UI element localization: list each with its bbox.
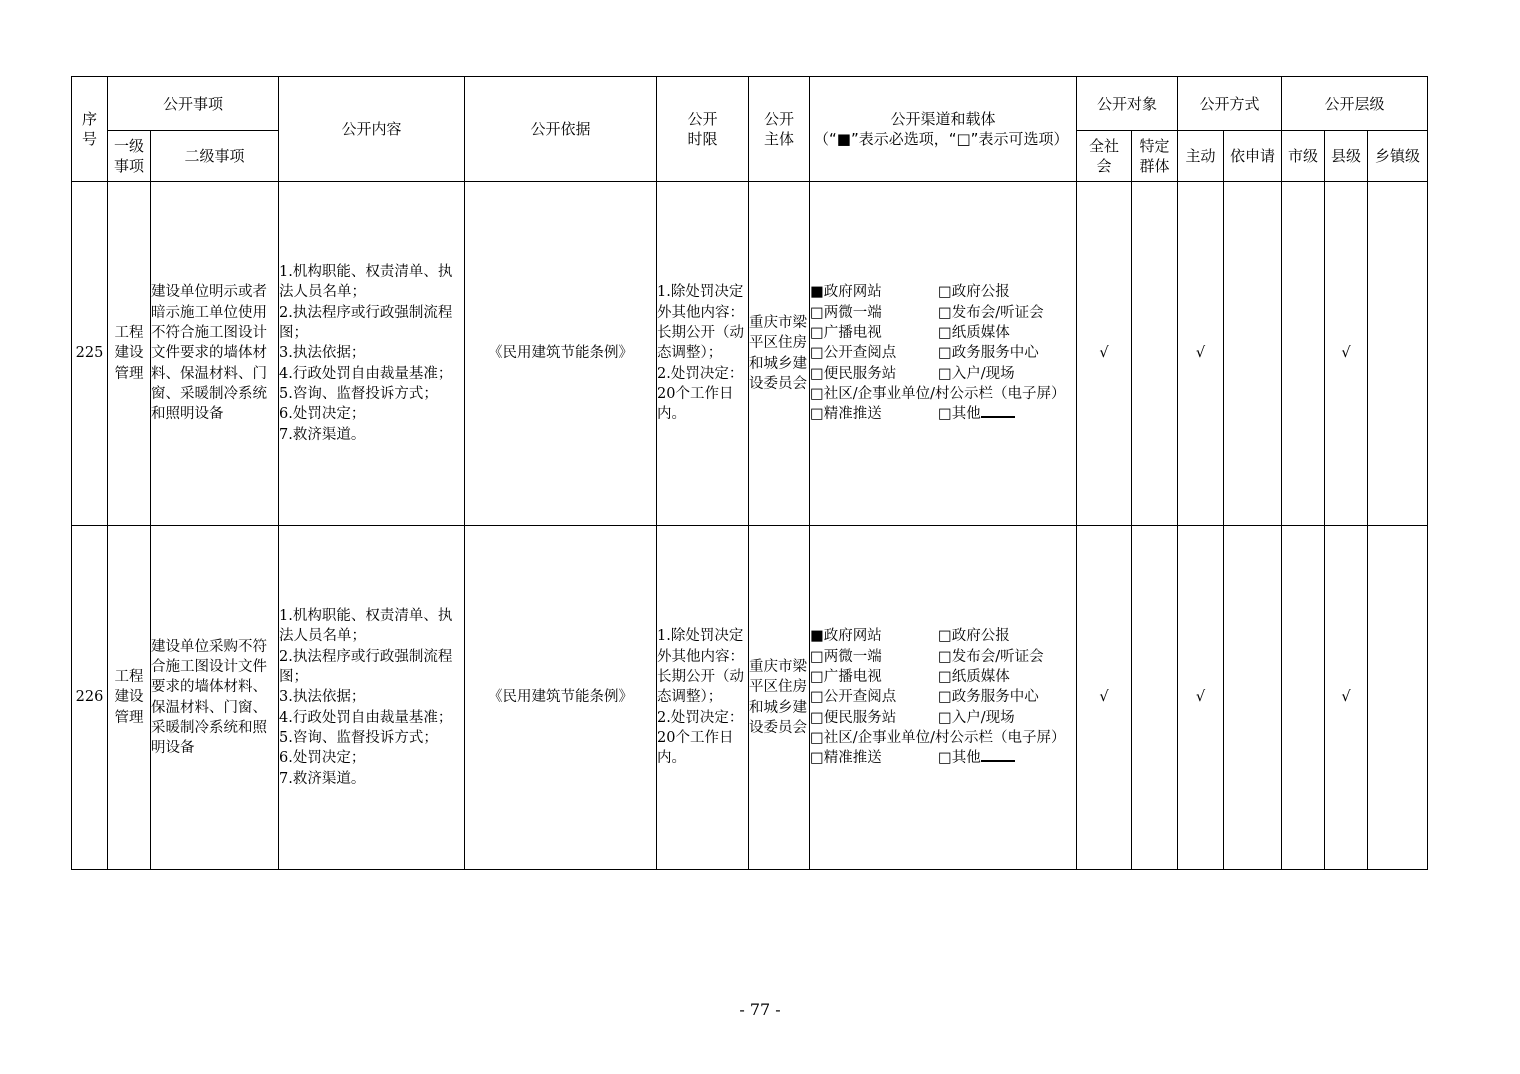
channel-item: □政务服务中心 — [938, 345, 1039, 362]
channel-item: □发布会/听证会 — [938, 304, 1044, 321]
row-content: 1.机构职能、权责清单、执法人员名单； 2.执法程序或行政强制流程图； 3.执法依据； 4.行政处罚自由裁量基准； 5.咨询、监督投诉方式； 6.处罚决定； 7.救济渠道。 — [279, 182, 465, 526]
row-target-all: √ — [1077, 182, 1132, 526]
channel-item: □广播电视 — [810, 325, 882, 342]
header-channels — [810, 77, 1077, 182]
channel-item: □社区/企事业单位/村公示栏（电子屏） — [810, 729, 1066, 746]
channel-item: □两微一端 — [810, 304, 882, 321]
channel-other-label: □其他 — [938, 750, 981, 767]
row-level-town — [1368, 526, 1428, 870]
disclosure-table — [71, 76, 1428, 870]
row-method-active: √ — [1178, 526, 1224, 870]
channel-item: □政府公报 — [938, 284, 1010, 301]
header-level1: 一级 事项 — [108, 131, 151, 182]
channel-item: □精准推送 — [810, 406, 882, 423]
channel-item: □社区/企事业单位/村公示栏（电子屏） — [810, 385, 1066, 402]
row-level2: 建设单位明示或者暗示施工单位使用不符合施工图设计文件要求的墙体材料、保温材料、门窗、采暖制冷系统和照明设备 — [151, 182, 279, 526]
channel-item: ■政府网站 — [810, 284, 882, 301]
channel-item: □公开查阅点 — [810, 345, 897, 362]
header-target: 公开对象 — [1077, 77, 1178, 131]
row-channels — [810, 526, 1077, 870]
table-row — [72, 526, 1428, 870]
row-level-county: √ — [1325, 526, 1368, 870]
table-row — [72, 182, 1428, 526]
channel-item: □便民服务站 — [810, 709, 897, 726]
header-level-town: 乡镇级 — [1368, 131, 1428, 182]
row-channels — [810, 182, 1077, 526]
channel-item: ■政府网站 — [810, 628, 882, 645]
channel-item: □公开查阅点 — [810, 689, 897, 706]
blank-underline — [981, 404, 1015, 418]
channel-item: □入户/现场 — [938, 365, 1015, 382]
row-seq: 226 — [72, 526, 108, 870]
channel-item: □精准推送 — [810, 750, 882, 767]
channel-item: □广播电视 — [810, 669, 882, 686]
header-level-county: 县级 — [1325, 131, 1368, 182]
row-basis: 《民用建筑节能条例》 — [465, 526, 657, 870]
channel-other-label: □其他 — [938, 406, 981, 423]
header-seq: 序 号 — [72, 77, 108, 182]
channel-item: □政务服务中心 — [938, 689, 1039, 706]
row-level-city — [1282, 526, 1325, 870]
row-content: 1.机构职能、权责清单、执法人员名单； 2.执法程序或行政强制流程图； 3.执法依据； 4.行政处罚自由裁量基准； 5.咨询、监督投诉方式； 6.处罚决定； 7.救济渠道。 — [279, 526, 465, 870]
page-number: - 77 - — [739, 1000, 781, 1019]
channel-item: □发布会/听证会 — [938, 648, 1044, 665]
row-target-specific — [1132, 182, 1178, 526]
row-target-all: √ — [1077, 526, 1132, 870]
header-matter: 公开事项 — [108, 77, 279, 131]
header-channels-note: （“■”表示必选项，“□”表示可选项） — [814, 130, 1069, 148]
channel-item: □入户/现场 — [938, 709, 1015, 726]
channel-item: □便民服务站 — [810, 365, 897, 382]
header-level-city: 市级 — [1282, 131, 1325, 182]
row-seq: 225 — [72, 182, 108, 526]
row-subject: 重庆市梁平区住房和城乡建设委员会 — [749, 526, 810, 870]
row-level2: 建设单位采购不符合施工图设计文件要求的墙体材料、保温材料、门窗、采暖制冷系统和照明设备 — [151, 526, 279, 870]
row-level-city — [1282, 182, 1325, 526]
header-method-active: 主动 — [1178, 131, 1224, 182]
row-level1: 工程 建设 管理 — [108, 182, 151, 526]
channel-item: □纸质媒体 — [938, 325, 1010, 342]
channel-item: □政府公报 — [938, 628, 1010, 645]
channel-item: □两微一端 — [810, 648, 882, 665]
header-target-all: 全社 会 — [1077, 131, 1132, 182]
row-level-town — [1368, 182, 1428, 526]
header-level: 公开层级 — [1282, 77, 1428, 131]
row-basis: 《民用建筑节能条例》 — [465, 182, 657, 526]
row-target-specific — [1132, 526, 1178, 870]
header-method: 公开方式 — [1178, 77, 1282, 131]
row-subject: 重庆市梁平区住房和城乡建设委员会 — [749, 182, 810, 526]
channel-item-other — [938, 748, 1076, 768]
header-subject: 公开 主体 — [749, 77, 810, 182]
header-basis: 公开依据 — [465, 77, 657, 182]
header-channels-title: 公开渠道和载体 — [890, 110, 996, 128]
row-time-limit: 1.除处罚决定外其他内容：长期公开（动态调整）； 2.处罚决定：20个工作日内。 — [657, 182, 749, 526]
row-method-apply — [1224, 182, 1282, 526]
header-level2: 二级事项 — [151, 131, 279, 182]
header-content: 公开内容 — [279, 77, 465, 182]
header-method-apply: 依申请 — [1224, 131, 1282, 182]
channel-item-other — [938, 404, 1076, 424]
row-method-apply — [1224, 526, 1282, 870]
header-time-limit: 公开 时限 — [657, 77, 749, 182]
row-time-limit: 1.除处罚决定外其他内容：长期公开（动态调整）； 2.处罚决定：20个工作日内。 — [657, 526, 749, 870]
header-target-specific: 特定 群体 — [1132, 131, 1178, 182]
row-level1: 工程 建设 管理 — [108, 526, 151, 870]
blank-underline — [981, 748, 1015, 762]
row-method-active: √ — [1178, 182, 1224, 526]
channel-item: □纸质媒体 — [938, 669, 1010, 686]
row-level-county: √ — [1325, 182, 1368, 526]
